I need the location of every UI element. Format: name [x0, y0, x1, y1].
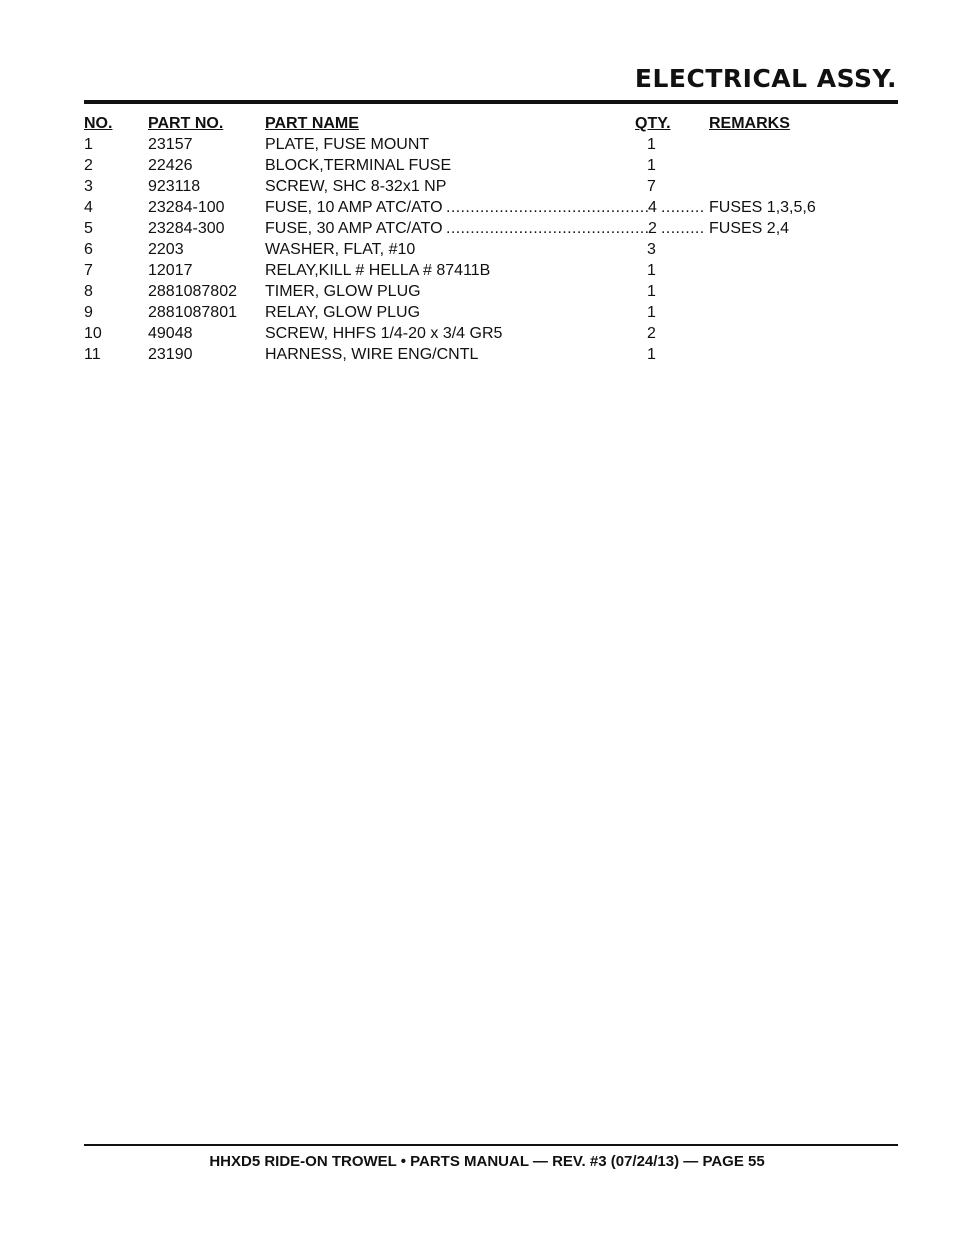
quantity: 1	[647, 136, 656, 153]
part-number-index: 7	[84, 262, 93, 279]
part-number: 2203	[148, 241, 184, 258]
remarks: FUSES 1,3,5,6	[709, 199, 816, 216]
quantity: 1	[647, 262, 656, 279]
table-row	[84, 344, 898, 365]
table-row	[84, 176, 898, 197]
part-number-index: 9	[84, 304, 93, 321]
part-name: SCREW, HHFS 1/4-20 x 3/4 GR5	[265, 325, 503, 342]
part-number-index: 8	[84, 283, 93, 300]
parts-table	[84, 113, 898, 365]
part-number-index: 4	[84, 199, 93, 216]
part-name: RELAY, GLOW PLUG	[265, 304, 421, 321]
table-body	[84, 134, 898, 365]
table-row	[84, 239, 898, 260]
part-number-index: 1	[84, 136, 93, 153]
part-number: 23157	[148, 136, 193, 153]
part-number: 2881087801	[148, 304, 237, 321]
column-header-remarks: REMARKS	[709, 115, 790, 132]
part-number: 23284-300	[148, 220, 225, 237]
part-name: WASHER, FLAT, #10	[265, 241, 416, 258]
quantity: 3	[647, 241, 656, 258]
part-name: SCREW, SHC 8-32x1 NP	[265, 178, 447, 195]
column-header-no: NO.	[84, 115, 113, 132]
table-row	[84, 281, 898, 302]
title-divider	[84, 100, 898, 104]
table-row	[84, 155, 898, 176]
dot-leader	[446, 218, 648, 239]
page-title: ELECTRICAL ASSY.	[634, 64, 897, 93]
dot-leader	[661, 197, 706, 218]
column-header-qty: QTY.	[635, 115, 671, 132]
table-row	[84, 302, 898, 323]
part-number: 2881087802	[148, 283, 237, 300]
quantity: 1	[647, 304, 656, 321]
part-name: BLOCK,TERMINAL FUSE	[265, 157, 452, 174]
table-row	[84, 134, 898, 155]
table-row	[84, 323, 898, 344]
part-number-index: 2	[84, 157, 93, 174]
table-row	[84, 218, 898, 239]
part-number-index: 6	[84, 241, 93, 258]
quantity: 1	[647, 283, 656, 300]
part-name: TIMER, GLOW PLUG	[265, 283, 421, 300]
part-name: FUSE, 10 AMP ATC/ATO	[265, 199, 443, 216]
part-number: 23190	[148, 346, 193, 363]
part-number-index: 5	[84, 220, 93, 237]
part-number-index: 10	[84, 325, 102, 342]
quantity: 4	[648, 199, 657, 216]
part-number: 12017	[148, 262, 193, 279]
remarks: FUSES 2,4	[709, 220, 790, 237]
dot-leader	[446, 197, 648, 218]
table-row	[84, 197, 898, 218]
quantity: 1	[647, 346, 656, 363]
part-number-index: 3	[84, 178, 93, 195]
part-name: FUSE, 30 AMP ATC/ATO	[265, 220, 443, 237]
column-header-part-no: PART NO.	[148, 115, 224, 132]
quantity: 7	[647, 178, 656, 195]
part-name: HARNESS, WIRE ENG/CNTL	[265, 346, 479, 363]
part-name: RELAY,KILL # HELLA # 87411B	[265, 262, 491, 279]
quantity: 2	[647, 325, 656, 342]
part-number: 923118	[148, 178, 201, 195]
quantity: 2	[648, 220, 657, 237]
dot-leader	[661, 218, 706, 239]
column-header-part-name: PART NAME	[265, 115, 359, 132]
quantity: 1	[647, 157, 656, 174]
footer-divider	[84, 1144, 898, 1146]
table-row	[84, 260, 898, 281]
part-number: 22426	[148, 157, 193, 174]
page-footer: HHXD5 RIDE-ON TROWEL • PARTS MANUAL — REV. #3 (07/24/13) — PAGE 55	[209, 1153, 765, 1170]
part-number: 23284-100	[148, 199, 225, 216]
part-name: PLATE, FUSE MOUNT	[265, 136, 430, 153]
table-header	[84, 113, 898, 134]
part-number: 49048	[148, 325, 193, 342]
part-number-index: 11	[84, 346, 101, 363]
